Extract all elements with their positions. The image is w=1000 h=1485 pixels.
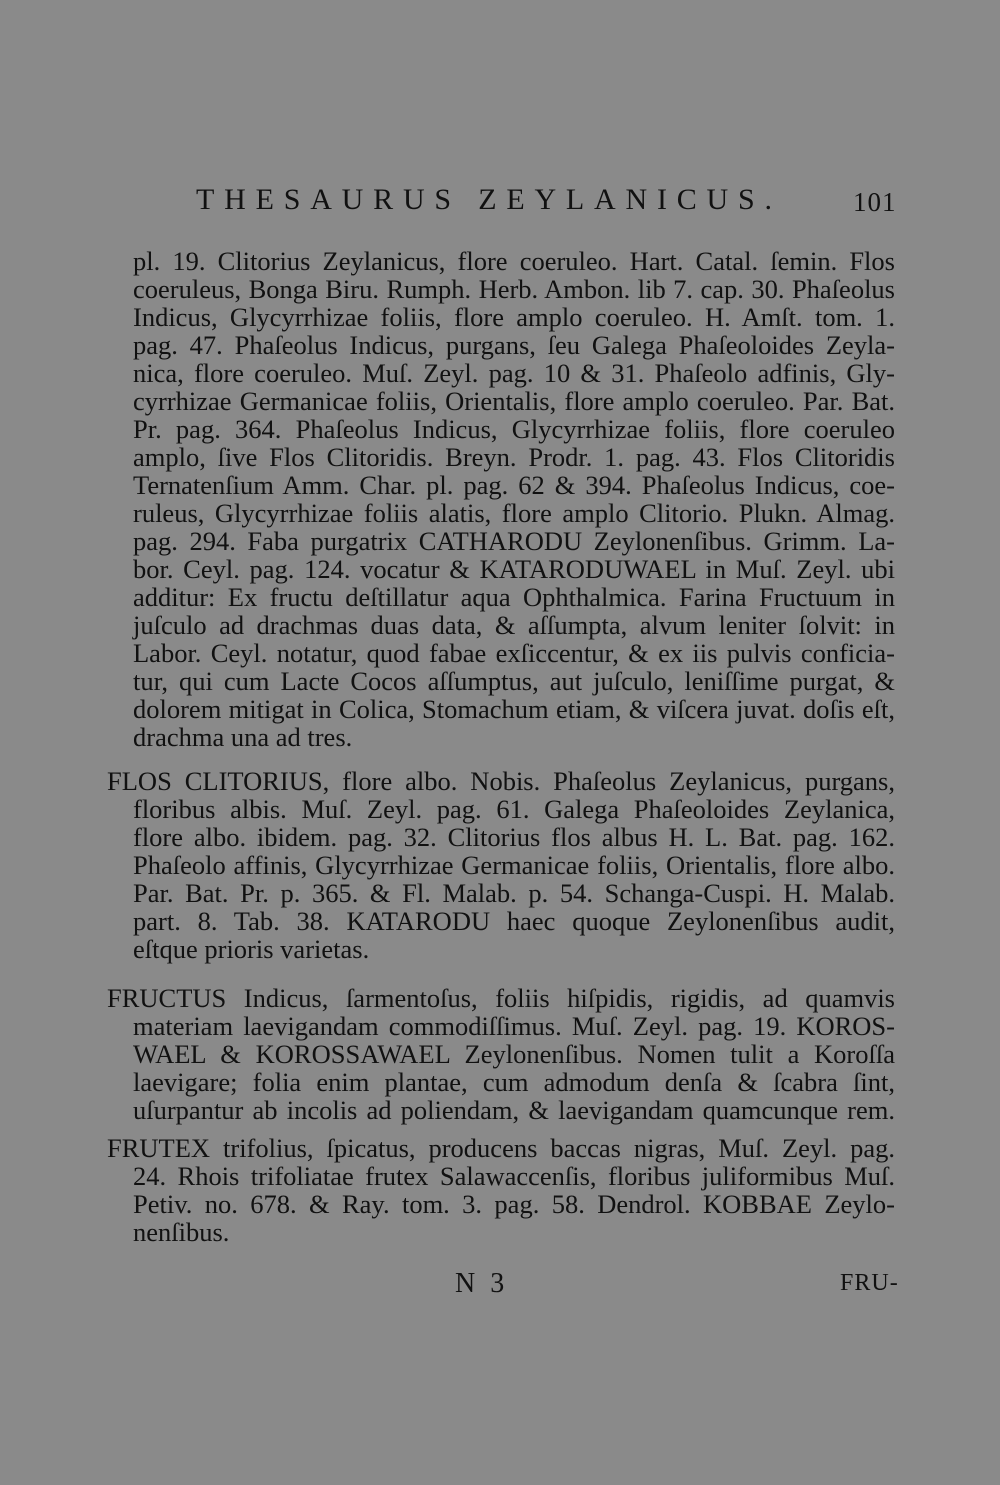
text-line: tur, qui cum Lacte Cocos aſſumptus, aut juſculo, leniſſime purgat, &: [133, 666, 895, 696]
text-line: Labor. Ceyl. notatur, quod fabae exſiccentur, & ex iis pulvis conficia-: [133, 638, 895, 668]
entry-headline: FLOS CLITORIUS, flore albo. Nobis. Phaſeolus Zeylanicus, purgans,: [107, 766, 895, 796]
text-line: Phaſeolo affinis, Glycyrrhizae Germanicae foliis, Orientalis, flore albo.: [133, 850, 895, 880]
catchword: FRU-: [840, 1270, 899, 1296]
text-line: Indicus, Glycyrrhizae foliis, flore amplo coeruleo. H. Amſt. tom. 1.: [133, 302, 895, 332]
text-line: ruleus, Glycyrrhizae foliis alatis, flore amplo Clitorio. Plukn. Almag.: [133, 498, 895, 528]
text-line: nenſibus.: [133, 1217, 230, 1247]
text-line: nica, flore coeruleo. Muſ. Zeyl. pag. 10 & 31. Phaſeolo adfinis, Gly-: [133, 358, 895, 388]
text-line: eſtque prioris varietas.: [133, 934, 370, 964]
text-line: additur: Ex fructu deſtillatur aqua Ophthalmica. Farina Fructuum in: [133, 582, 895, 612]
text-line: juſculo ad drachmas duas data, & aſſumpta, alvum leniter ſolvit: in: [133, 610, 895, 640]
text-line: Par. Bat. Pr. p. 365. & Fl. Malab. p. 54. Schanga-Cuspi. H. Malab.: [133, 878, 895, 908]
page-footer: [0, 1268, 1000, 1308]
text-line: bor. Ceyl. pag. 124. vocatur & KATARODUWAEL in Muſ. Zeyl. ubi: [133, 554, 895, 584]
text-line: dolorem mitigat in Colica, Stomachum etiam, & viſcera juvat. doſis eſt,: [133, 694, 895, 724]
entry-headline: FRUCTUS Indicus, ſarmentoſus, foliis hiſpidis, rigidis, ad quamvis: [107, 983, 895, 1013]
text-line: floribus albis. Muſ. Zeyl. pag. 61. Galega Phaſeoloides Zeylanica,: [133, 794, 895, 824]
text-line: Ternatenſium Amm. Char. pl. pag. 62 & 394. Phaſeolus Indicus, coe-: [133, 470, 895, 500]
text-line: pl. 19. Clitorius Zeylanicus, flore coeruleo. Hart. Catal. ſemin. Flos: [133, 246, 895, 276]
running-title: THESAURUS ZEYLANICUS.: [196, 183, 782, 216]
page-header: [0, 183, 1000, 223]
text-line: coeruleus, Bonga Biru. Rumph. Herb. Ambon. lib 7. cap. 30. Phaſeolus: [133, 274, 895, 304]
page-number: 101: [853, 187, 897, 217]
text-line: Petiv. no. 678. & Ray. tom. 3. pag. 58. Dendrol. KOBBAE Zeylo-: [133, 1189, 895, 1219]
text-line: pag. 294. Faba purgatrix CATHARODU Zeylonenſibus. Grimm. La-: [133, 526, 895, 556]
text-line: drachma una ad tres.: [133, 722, 353, 752]
text-line: part. 8. Tab. 38. KATARODU haec quoque Zeylonenſibus audit,: [133, 906, 895, 936]
text-line: 24. Rhois trifoliatae frutex Salawaccenſis, floribus juliformibus Muſ.: [133, 1161, 895, 1191]
text-line: Pr. pag. 364. Phaſeolus Indicus, Glycyrrhizae foliis, flore coeruleo: [133, 414, 895, 444]
text-line: uſurpantur ab incolis ad poliendam, & laevigandam quamcunque rem.: [133, 1095, 895, 1125]
text-line: flore albo. ibidem. pag. 32. Clitorius flos albus H. L. Bat. pag. 162.: [133, 822, 895, 852]
text-line: materiam laevigandam commodiſſimus. Muſ. Zeyl. pag. 19. KOROS-: [133, 1011, 895, 1041]
entry-headline: FRUTEX trifolius, ſpicatus, producens baccas nigras, Muſ. Zeyl. pag.: [107, 1133, 895, 1163]
text-line: WAEL & KOROSSAWAEL Zeylonenſibus. Nomen tulit a Koroſſa: [133, 1039, 895, 1069]
text-line: cyrrhizae Germanicae foliis, Orientalis, flore amplo coeruleo. Par. Bat.: [133, 386, 895, 416]
text-line: amplo, ſive Flos Clitoridis. Breyn. Prodr. 1. pag. 43. Flos Clitoridis: [133, 442, 895, 472]
text-line: laevigare; folia enim plantae, cum admodum denſa & ſcabra ſint,: [133, 1067, 895, 1097]
signature-mark: N 3: [455, 1268, 509, 1299]
text-line: pag. 47. Phaſeolus Indicus, purgans, ſeu Galega Phaſeoloides Zeyla-: [133, 330, 895, 360]
